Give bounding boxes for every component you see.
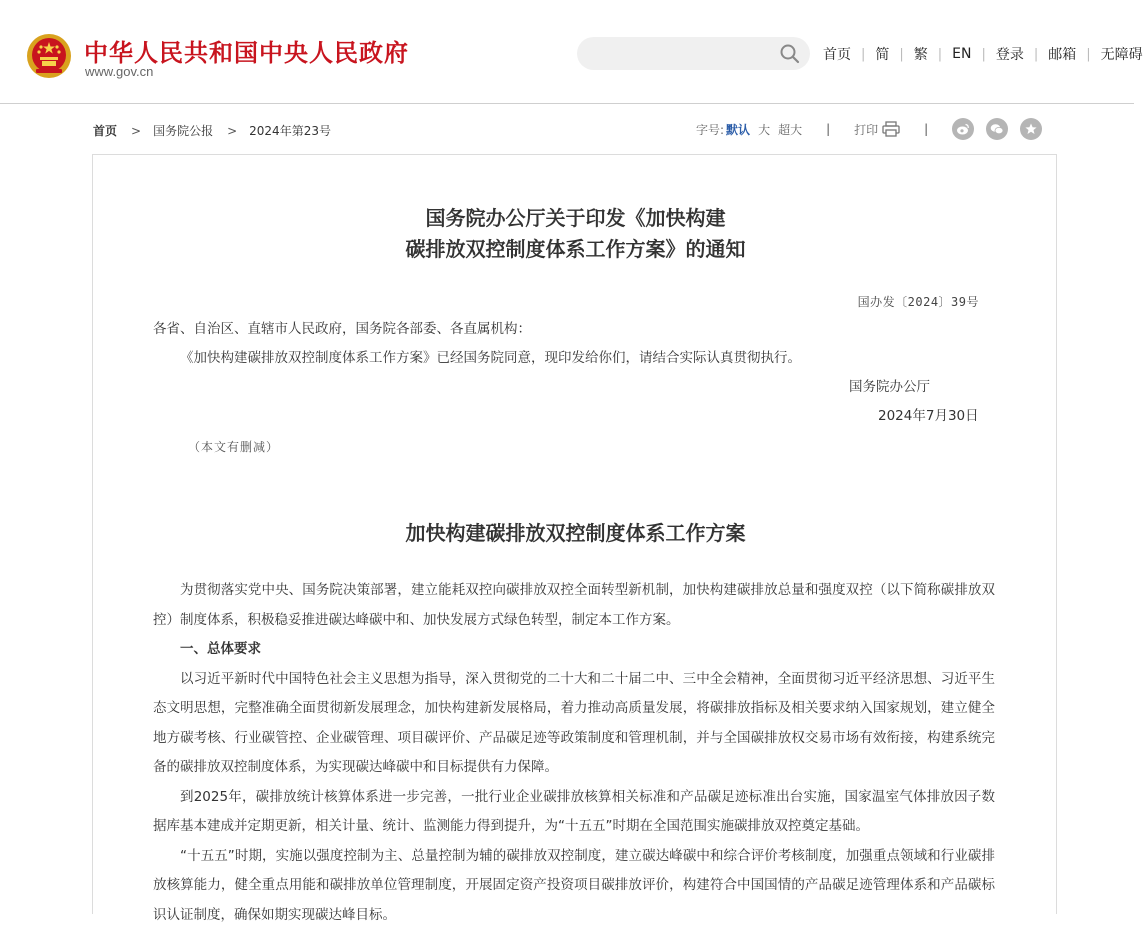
article-panel [92,154,1057,914]
breadcrumb-issue[interactable]: 2024年第23号 [249,122,331,139]
site-header [0,0,1134,104]
nav-home[interactable]: 首页 [823,44,851,64]
document-number: 国办发〔2024〕39号 [858,293,979,310]
chevron-right-icon: > [227,124,237,138]
breadcrumb-bulletin[interactable]: 国务院公报 [153,122,213,139]
favorite-icon [1024,122,1038,136]
nav-separator: | [1086,47,1090,62]
share-weibo[interactable] [952,118,974,140]
font-size-label: 字号: [696,121,724,138]
nav-separator: | [938,47,942,62]
plan-title: 加快构建碳排放双控制度体系工作方案 [93,517,1058,546]
nav-separator: | [861,47,865,62]
issuer: 国务院办公厅 [849,373,930,402]
nav-traditional[interactable]: 繁 [914,44,928,64]
nav-simplified[interactable]: 简 [875,44,889,64]
page-tools [696,118,1042,140]
site-domain: www.gov.cn [85,64,153,79]
plan-body [153,576,995,930]
print-label: 打印 [854,121,878,138]
share-favorite[interactable] [1020,118,1042,140]
site-title[interactable]: 中华人民共和国中央人民政府 [84,33,409,68]
nav-separator: | [1034,47,1038,62]
national-emblem-icon[interactable] [26,33,72,79]
tools-divider: | [826,122,830,136]
nav-login[interactable]: 登录 [996,44,1024,64]
nav-mailbox[interactable]: 邮箱 [1048,44,1076,64]
search-icon[interactable] [778,42,802,66]
breadcrumb [93,122,331,139]
abridged-note: （本文有删减） [188,438,279,455]
print-button[interactable] [854,121,900,138]
nav-separator: | [982,47,986,62]
font-size-default[interactable]: 默认 [726,121,750,138]
section-paragraph: 以习近平新时代中国特色社会主义思想为指导，深入贯彻党的二十大和二十届二中、三中全会精神，全面贯彻习近平经济思想、习近平生态文明思想，完整准确全面贯彻新发展理念，加快构建新发展格局，着力推动高质量发展，将碳排放指标及相关要求纳入国家规划，建立健全地方碳考核、行业碳管控、企业碳管理、项目碳评价、产品碳足迹等政策制度和管理机制，并与全国碳排放权交易市场有效衔接，构建系统完备的碳排放双控制度体系，为实现碳达峰碳中和目标提供有力保障。 [153,665,995,783]
nav-accessibility[interactable]: 无障碍 [1101,44,1143,64]
share-wechat[interactable] [986,118,1008,140]
weibo-icon [956,122,970,136]
top-nav [823,44,1143,64]
font-size-xlarge[interactable]: 超大 [778,121,802,138]
chevron-right-icon: > [131,124,141,138]
addressee: 各省、自治区、直辖市人民政府，国务院各部委、各直属机构： [153,315,531,344]
notice-title [93,203,1058,265]
search-input[interactable] [577,37,810,70]
section-paragraph: “十五五”时期，实施以强度控制为主、总量控制为辅的碳排放双控制度，建立碳达峰碳中和综合评价考核制度，加强重点领域和行业碳排放核算能力，健全重点用能和碳排放单位管理制度，开展固定资产投资项目碳排放评价，构建符合中国国情的产品碳足迹管理体系和产品碳标识认证制度，确保如期实现碳达峰目标。 [153,842,995,930]
notice-title-line2: 碳排放双控制度体系工作方案》的通知 [93,234,1058,265]
notice-title-line1: 国务院办公厅关于印发《加快构建 [93,203,1058,234]
section-paragraph: 到2025年，碳排放统计核算体系进一步完善，一批行业企业碳排放核算相关标准和产品碳足迹标准出台实施，国家温室气体排放因子数据库基本建成并定期更新，相关计量、统计、监测能力得到提升，为“十五五”时期在全国范围实施碳排放双控奠定基础。 [153,783,995,842]
wechat-icon [990,122,1004,136]
nav-english[interactable]: EN [952,46,971,62]
font-size-large[interactable]: 大 [758,121,770,138]
tools-divider: | [924,122,928,136]
notice-body: 《加快构建碳排放双控制度体系工作方案》已经国务院同意，现印发给你们，请结合实际认真贯彻执行。 [180,344,801,373]
issue-date: 2024年7月30日 [878,402,979,431]
breadcrumb-home[interactable]: 首页 [93,122,117,139]
section-heading: 一、总体要求 [153,635,995,665]
nav-separator: | [899,47,903,62]
printer-icon [882,121,900,137]
plan-intro: 为贯彻落实党中央、国务院决策部署，建立能耗双控向碳排放双控全面转型新机制，加快构建碳排放总量和强度双控（以下简称碳排放双控）制度体系，积极稳妥推进碳达峰碳中和、加快发展方式绿色转型，制定本工作方案。 [153,576,995,635]
